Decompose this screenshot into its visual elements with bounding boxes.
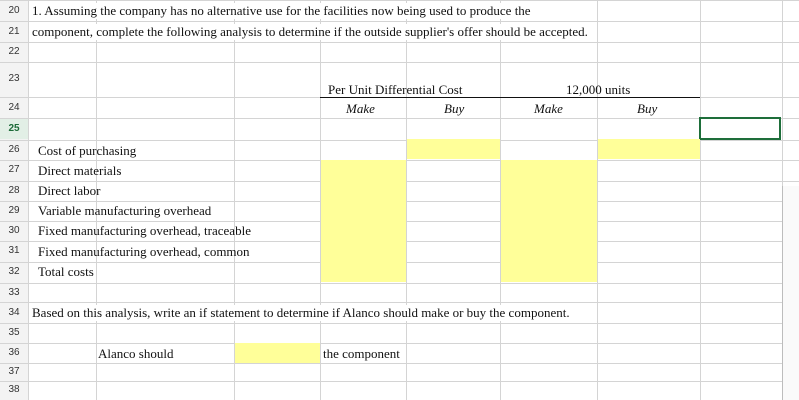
row-number[interactable]: 37 — [8, 366, 20, 377]
buy-per-unit-purchase-input[interactable] — [407, 139, 500, 159]
row-number[interactable]: 34 — [8, 307, 20, 318]
per-unit-header: Per Unit Differential Cost — [328, 82, 463, 97]
the-component-label: the component — [323, 346, 400, 361]
buy-header-total: Buy — [637, 101, 658, 116]
buy-total-purchase-input[interactable] — [598, 139, 700, 159]
question-line-1: 1. Assuming the company has no alternative use for the facilities now being used to produce the — [32, 3, 535, 19]
row-number[interactable]: 24 — [8, 102, 20, 113]
question-line-2: component, complete the following analysis to determine if the outside supplier's offer should be accepted. — [32, 24, 592, 40]
line-item-direct-materials: Direct materials — [38, 163, 122, 178]
row-number[interactable]: 36 — [8, 347, 20, 358]
alanco-should-label: Alanco should — [98, 346, 174, 361]
header-underline — [320, 97, 700, 98]
gridline — [700, 0, 701, 400]
row-number[interactable]: 35 — [8, 327, 20, 338]
row-number[interactable]: 31 — [8, 245, 20, 256]
line-item-total-costs: Total costs — [38, 264, 94, 279]
row-header-column — [0, 0, 29, 400]
row-number[interactable]: 20 — [8, 5, 20, 16]
make-per-unit-input-block[interactable] — [321, 160, 406, 282]
row-number[interactable]: 29 — [8, 205, 20, 216]
vertical-scrollbar[interactable] — [782, 186, 799, 400]
line-item-variable-overhead: Variable manufacturing overhead — [38, 203, 212, 218]
gridline — [234, 0, 235, 400]
gridline — [96, 0, 97, 400]
row-number[interactable]: 21 — [8, 26, 20, 37]
gridline — [28, 0, 29, 400]
line-item-fixed-overhead-common: Fixed manufacturing overhead, common — [38, 244, 250, 259]
row-number[interactable]: 27 — [8, 164, 20, 175]
buy-header-per-unit: Buy — [444, 101, 465, 116]
gridline — [406, 0, 407, 400]
row-number[interactable]: 22 — [8, 46, 20, 57]
make-or-buy-answer-input[interactable] — [235, 343, 320, 363]
make-header-per-unit: Make — [346, 101, 375, 116]
conclusion-prompt: Based on this analysis, write an if statement to determine if Alanco should make or buy the component. — [32, 305, 574, 321]
row-number[interactable]: 32 — [8, 266, 20, 277]
row-number[interactable]: 33 — [8, 287, 20, 298]
make-header-total: Make — [534, 101, 563, 116]
row-number[interactable]: 28 — [8, 185, 20, 196]
gridline — [597, 0, 598, 400]
row-number[interactable]: 26 — [8, 144, 20, 155]
row-number[interactable]: 38 — [8, 384, 20, 395]
make-total-input-block[interactable] — [501, 160, 597, 282]
line-item-fixed-overhead-traceable: Fixed manufacturing overhead, traceable — [38, 223, 251, 238]
line-item-cost-of-purchasing: Cost of purchasing — [38, 143, 137, 158]
selected-cell[interactable] — [699, 117, 781, 140]
row-number-active[interactable]: 25 — [0, 119, 28, 139]
row-number[interactable]: 23 — [8, 73, 20, 84]
line-item-direct-labor: Direct labor — [38, 183, 101, 198]
units-header: 12,000 units — [566, 82, 631, 97]
row-number[interactable]: 30 — [8, 225, 20, 236]
